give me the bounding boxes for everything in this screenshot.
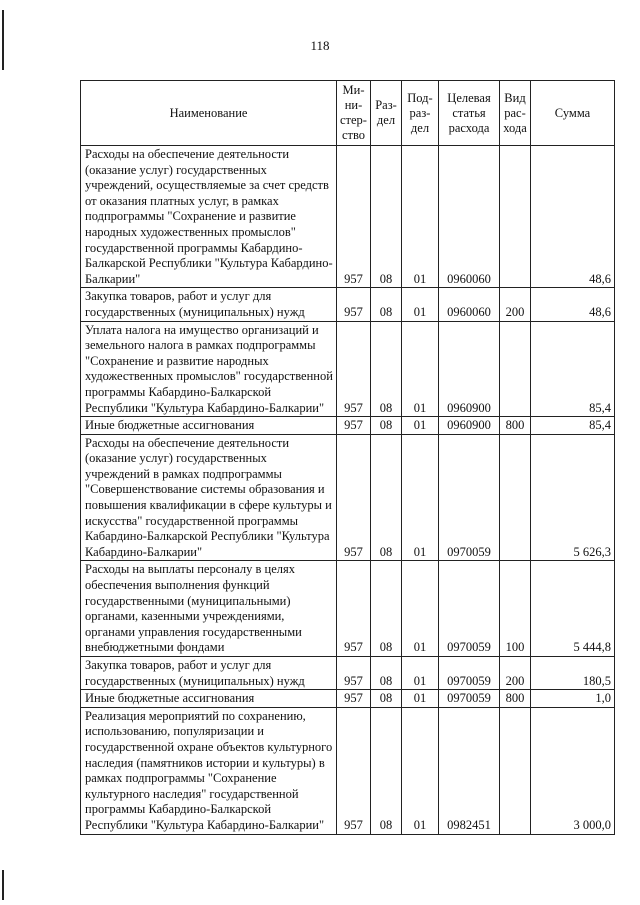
row-subsection: 01 (402, 146, 439, 288)
header-sum: Сумма (531, 81, 615, 146)
header-type: Вид рас- хода (500, 81, 531, 146)
page-number: 118 (310, 38, 330, 53)
row-sum: 3 000,0 (531, 707, 615, 834)
row-name: Реализация мероприятий по сохранению, использованию, популяризации и государственной охране объектов культурного наследия (памятников истории и культуры) в рамках подпрограммы "Сохранение культурного наследия" государственной программы Кабардино-Балкарской Республики "Культура Кабардино-Балкарии" (81, 707, 337, 834)
row-section: 08 (371, 561, 402, 657)
row-target: 0982451 (439, 707, 500, 834)
table-row (81, 561, 615, 657)
row-ministry: 957 (337, 434, 371, 561)
row-section: 08 (371, 146, 402, 288)
table-row (81, 434, 615, 561)
header-name: Наименование (81, 81, 337, 146)
row-sum: 48,6 (531, 146, 615, 288)
row-target: 0960060 (439, 146, 500, 288)
row-subsection: 01 (402, 707, 439, 834)
row-ministry: 957 (337, 707, 371, 834)
row-type (500, 146, 531, 288)
row-sum: 5 444,8 (531, 561, 615, 657)
row-type: 200 (500, 657, 531, 690)
row-target: 0970059 (439, 657, 500, 690)
table-row (81, 288, 615, 321)
row-sum: 85,4 (531, 417, 615, 435)
table-row (81, 657, 615, 690)
row-ministry: 957 (337, 417, 371, 435)
row-target: 0960900 (439, 417, 500, 435)
row-sum: 48,6 (531, 288, 615, 321)
row-name: Расходы на выплаты персоналу в целях обеспечения выполнения функций государственными (муниципальными) органами, казенными учреждениями, органами управления государственными внебюджетными фондами (81, 561, 337, 657)
row-section: 08 (371, 434, 402, 561)
row-ministry: 957 (337, 657, 371, 690)
row-target: 0960900 (439, 321, 500, 417)
row-name: Уплата налога на имущество организаций и земельного налога в рамках подпрограммы "Сохранение и развитие народных художественных промыслов" государственной программы Кабардино-Балкарской Республики "Культура Кабардино-Балкарии" (81, 321, 337, 417)
row-ministry: 957 (337, 690, 371, 708)
row-section: 08 (371, 657, 402, 690)
row-type (500, 321, 531, 417)
row-type: 800 (500, 417, 531, 435)
row-ministry: 957 (337, 561, 371, 657)
header-ministry: Ми- ни- стер- ство (337, 81, 371, 146)
row-sum: 85,4 (531, 321, 615, 417)
row-subsection: 01 (402, 690, 439, 708)
table-row (81, 690, 615, 708)
table-row (81, 417, 615, 435)
row-name: Закупка товаров, работ и услуг для государственных (муниципальных) нужд (81, 657, 337, 690)
row-type: 800 (500, 690, 531, 708)
row-type (500, 707, 531, 834)
table-header-row (81, 81, 615, 146)
row-target: 0960060 (439, 288, 500, 321)
row-ministry: 957 (337, 288, 371, 321)
row-target: 0970059 (439, 561, 500, 657)
row-sum: 180,5 (531, 657, 615, 690)
header-subsection: Под- раз- дел (402, 81, 439, 146)
row-type (500, 434, 531, 561)
row-subsection: 01 (402, 434, 439, 561)
scan-edge-mark-bottom (2, 870, 4, 900)
table-row (81, 707, 615, 834)
row-ministry: 957 (337, 146, 371, 288)
row-section: 08 (371, 417, 402, 435)
row-subsection: 01 (402, 561, 439, 657)
row-name: Иные бюджетные ассигнования (81, 417, 337, 435)
row-name: Расходы на обеспечение деятельности (оказание услуг) государственных учреждений в рамках подпрограммы "Совершенствование системы образования и повышения квалификации в сфере культуры и искусства" государственной программы Кабардино-Балкарской Республики "Культура Кабардино-Балкарии" (81, 434, 337, 561)
row-name: Расходы на обеспечение деятельности (оказание услуг) государственных учреждений, осуществляемые за счет средств от оказания платных услуг, в рамках подпрограммы "Сохранение и развитие народных художественных промыслов" государственной программы Кабардино-Балкарской Республики "Культура Кабардино-Балкарии" (81, 146, 337, 288)
row-subsection: 01 (402, 657, 439, 690)
row-target: 0970059 (439, 434, 500, 561)
row-type: 100 (500, 561, 531, 657)
row-sum: 1,0 (531, 690, 615, 708)
header-section: Раз- дел (371, 81, 402, 146)
row-ministry: 957 (337, 321, 371, 417)
row-name: Иные бюджетные ассигнования (81, 690, 337, 708)
row-section: 08 (371, 690, 402, 708)
table-row (81, 321, 615, 417)
row-section: 08 (371, 288, 402, 321)
budget-table (80, 80, 615, 835)
row-type: 200 (500, 288, 531, 321)
row-section: 08 (371, 707, 402, 834)
row-subsection: 01 (402, 417, 439, 435)
row-target: 0970059 (439, 690, 500, 708)
row-subsection: 01 (402, 321, 439, 417)
row-section: 08 (371, 321, 402, 417)
header-target: Целевая статья расхода (439, 81, 500, 146)
table-row (81, 146, 615, 288)
row-sum: 5 626,3 (531, 434, 615, 561)
row-subsection: 01 (402, 288, 439, 321)
row-name: Закупка товаров, работ и услуг для государственных (муниципальных) нужд (81, 288, 337, 321)
